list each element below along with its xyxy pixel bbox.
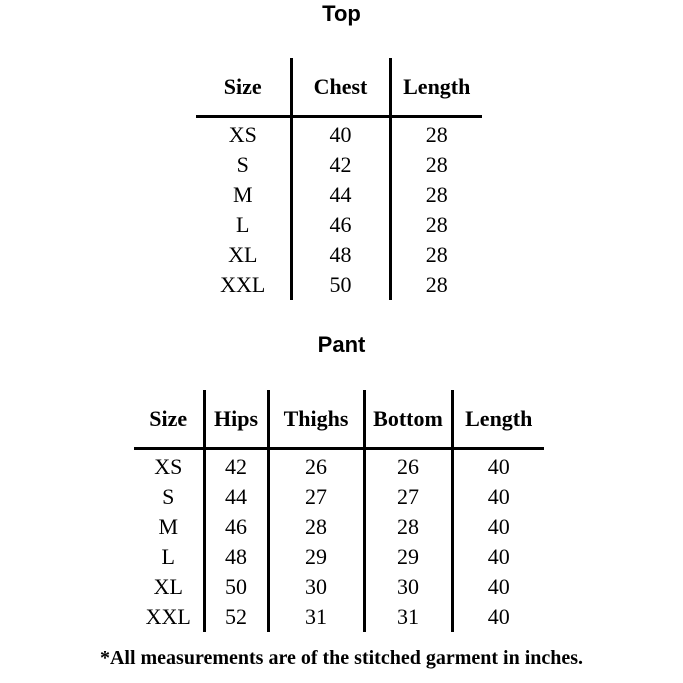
length-cell: 40 — [452, 542, 544, 572]
hips-cell: 46 — [204, 512, 268, 542]
header-size: Size — [196, 58, 291, 117]
table-row — [134, 512, 544, 542]
size-cell: S — [162, 484, 175, 509]
length-cell: 28 — [390, 180, 482, 210]
top-table-title: Top — [322, 1, 361, 26]
length-cell: 28 — [390, 150, 482, 180]
table-row — [196, 240, 482, 270]
thighs-cell: 26 — [268, 449, 364, 483]
size-cell: XXL — [220, 272, 266, 297]
length-cell: 40 — [452, 602, 544, 632]
size-cell: L — [236, 212, 250, 237]
bottom-cell: 31 — [364, 602, 452, 632]
bottom-cell: 28 — [364, 512, 452, 542]
chest-cell: 50 — [291, 270, 390, 300]
thighs-cell: 31 — [268, 602, 364, 632]
table-row — [134, 482, 544, 512]
size-cell: M — [158, 514, 179, 539]
header-bottom: Bottom — [364, 390, 452, 449]
thighs-cell: 27 — [268, 482, 364, 512]
header-hips: Hips — [204, 390, 268, 449]
size-cell: L — [161, 544, 175, 569]
bottom-cell: 29 — [364, 542, 452, 572]
hips-cell: 48 — [204, 542, 268, 572]
length-cell: 40 — [452, 449, 544, 483]
chest-cell: 42 — [291, 150, 390, 180]
size-cell: XS — [154, 454, 183, 479]
size-cell: S — [236, 152, 249, 177]
table-row — [196, 117, 482, 151]
length-cell: 40 — [452, 482, 544, 512]
bottom-cell: 26 — [364, 449, 452, 483]
header-size: Size — [134, 390, 204, 449]
table-row — [196, 210, 482, 240]
table-row — [196, 150, 482, 180]
header-length: Length — [452, 390, 544, 449]
thighs-cell: 30 — [268, 572, 364, 602]
top-size-table — [196, 58, 482, 300]
header-thighs: Thighs — [268, 390, 364, 449]
pant-size-table — [134, 390, 544, 632]
length-cell: 28 — [390, 210, 482, 240]
hips-cell: 50 — [204, 572, 268, 602]
measurement-footnote: *All measurements are of the stitched garment in inches. — [99, 647, 584, 669]
length-cell: 40 — [452, 572, 544, 602]
bottom-cell: 30 — [364, 572, 452, 602]
chest-cell: 44 — [291, 180, 390, 210]
table-row — [134, 602, 544, 632]
size-cell: XL — [228, 242, 258, 267]
length-cell: 28 — [390, 270, 482, 300]
chest-cell: 40 — [291, 117, 390, 151]
table-row — [134, 542, 544, 572]
chest-cell: 48 — [291, 240, 390, 270]
thighs-cell: 29 — [268, 542, 364, 572]
size-cell: XXL — [145, 604, 191, 629]
size-cell: XL — [153, 574, 183, 599]
table-row — [196, 180, 482, 210]
header-chest: Chest — [291, 58, 390, 117]
header-length: Length — [390, 58, 482, 117]
hips-cell: 52 — [204, 602, 268, 632]
size-cell: XS — [228, 122, 257, 147]
table-row — [134, 572, 544, 602]
size-cell: M — [232, 182, 253, 207]
hips-cell: 42 — [204, 449, 268, 483]
bottom-cell: 27 — [364, 482, 452, 512]
length-cell: 28 — [390, 240, 482, 270]
thighs-cell: 28 — [268, 512, 364, 542]
table-row — [134, 449, 544, 483]
chest-cell: 46 — [291, 210, 390, 240]
length-cell: 40 — [452, 512, 544, 542]
table-row — [196, 270, 482, 300]
hips-cell: 44 — [204, 482, 268, 512]
pant-table-title: Pant — [317, 332, 366, 357]
table-header-row — [196, 58, 482, 117]
table-header-row — [134, 390, 544, 449]
length-cell: 28 — [390, 117, 482, 151]
